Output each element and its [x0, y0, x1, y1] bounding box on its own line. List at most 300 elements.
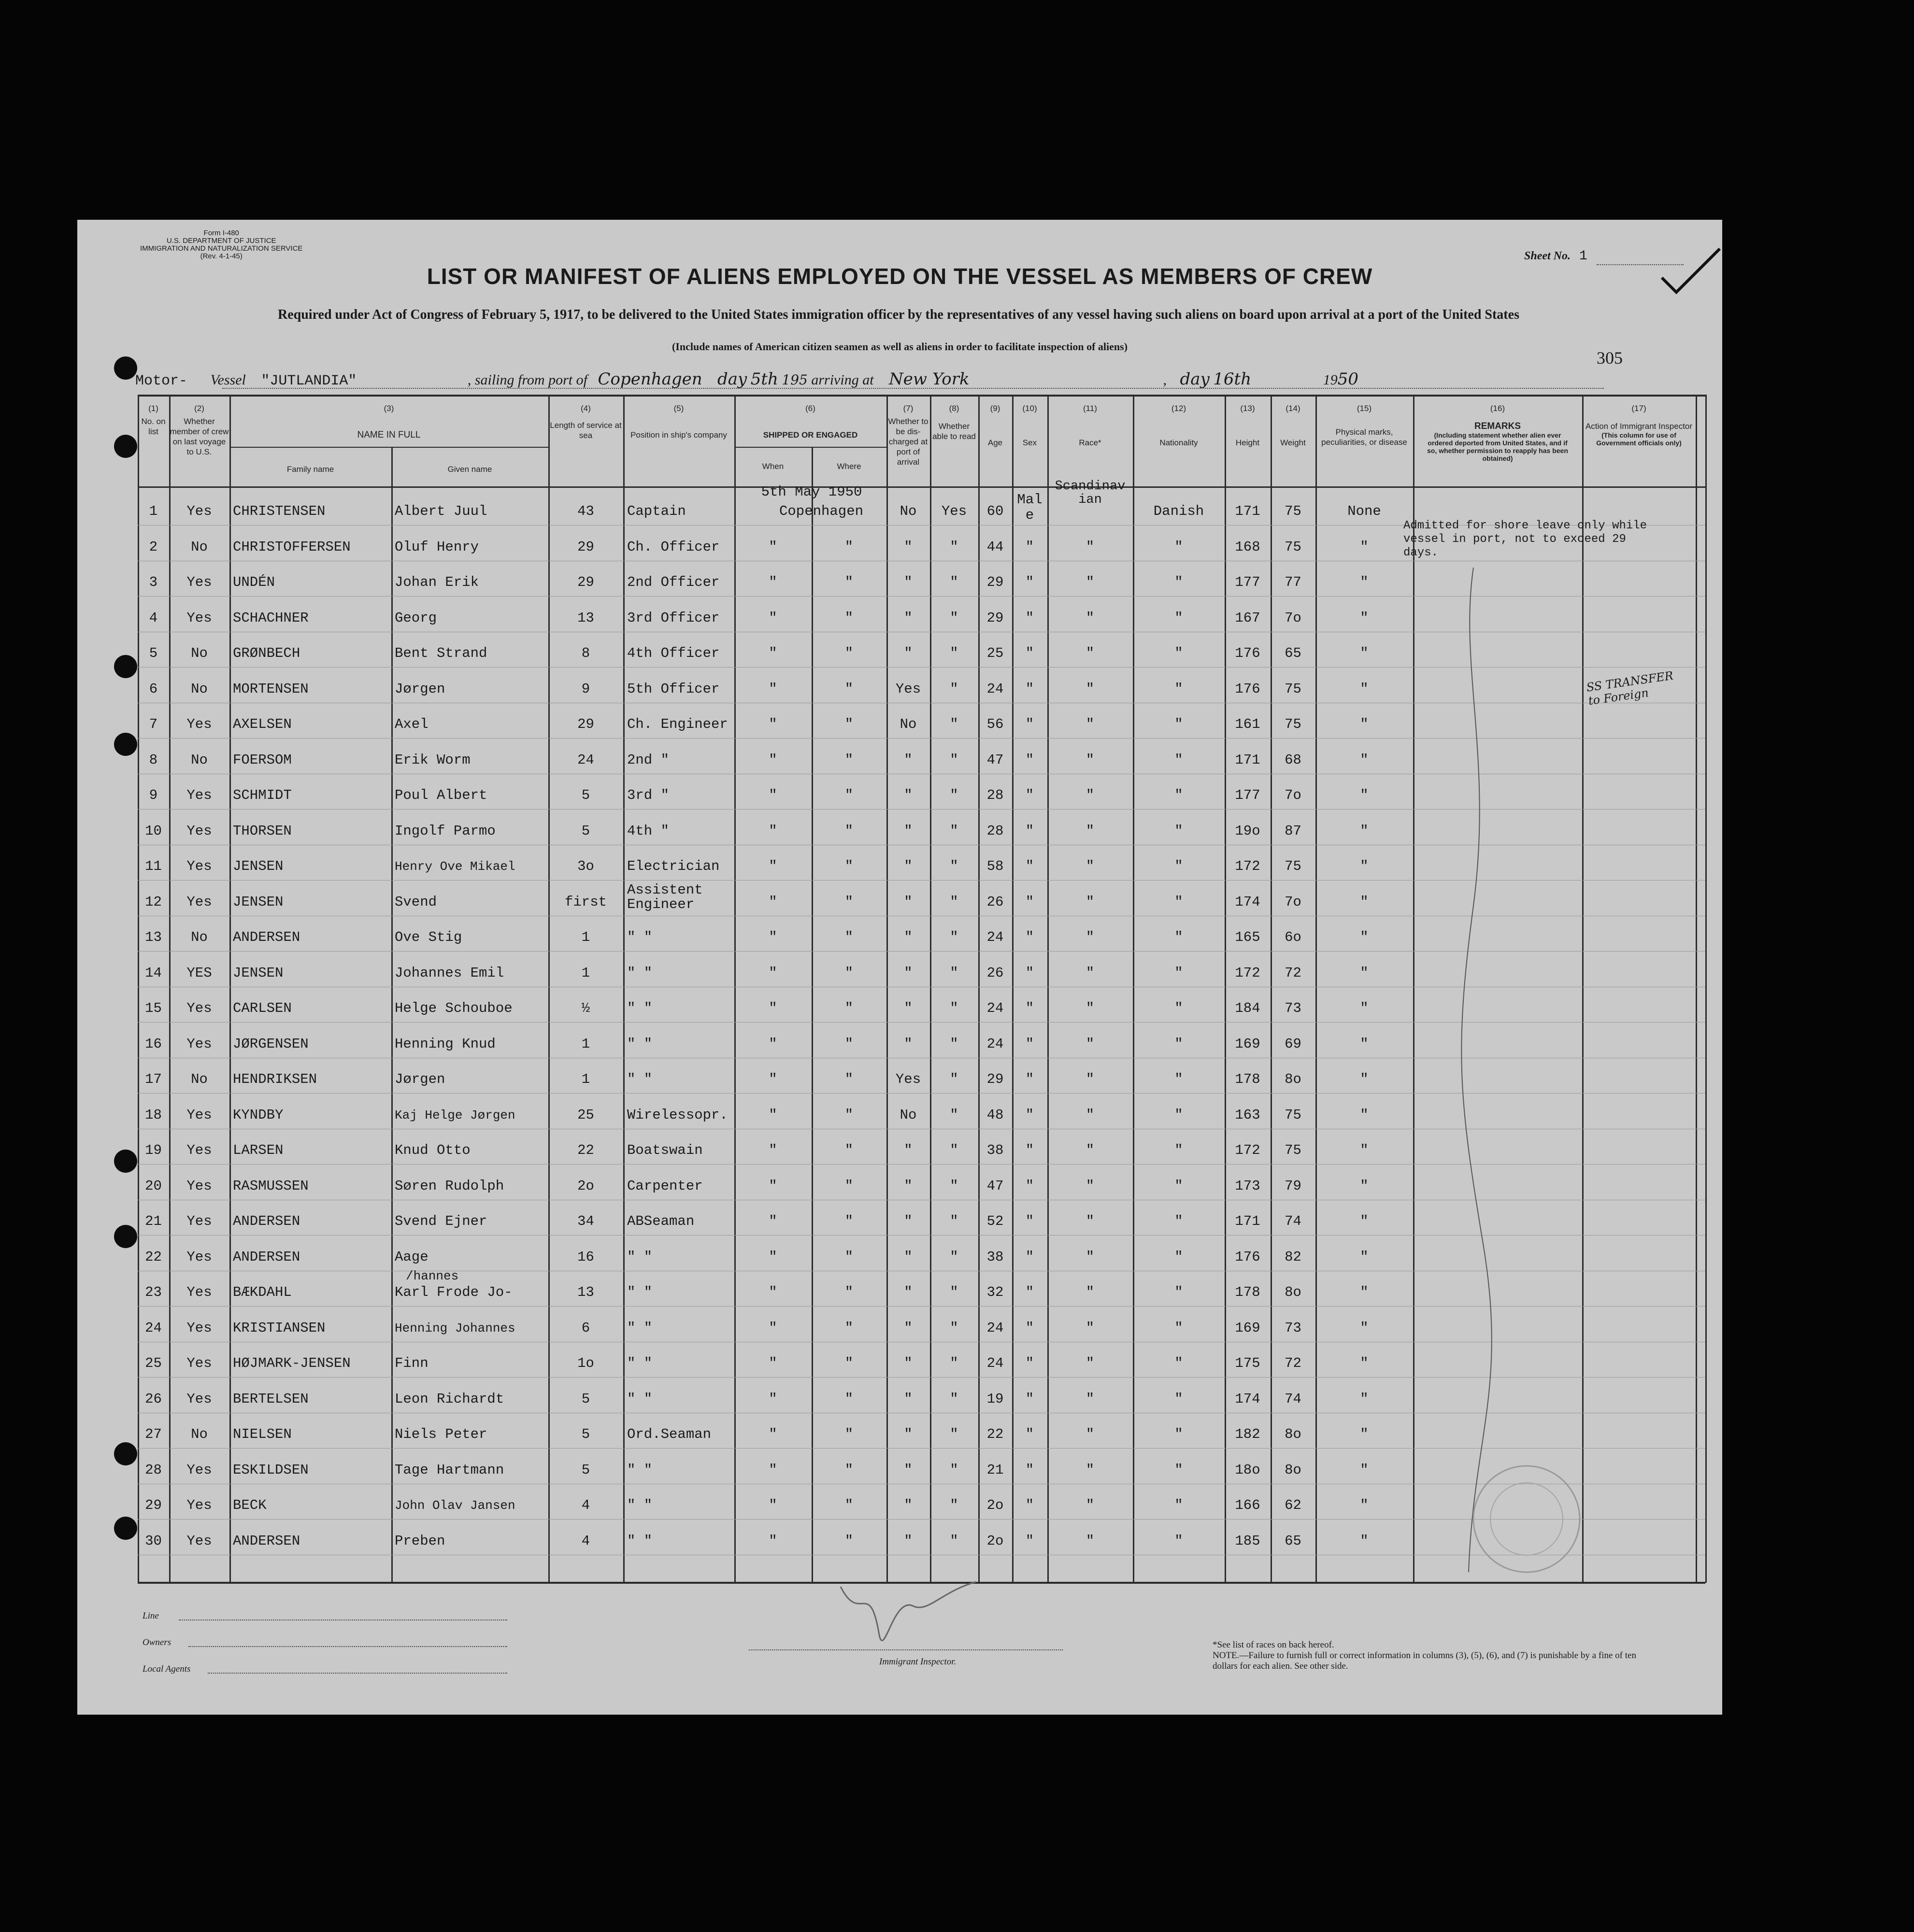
cell-where: Copenhagen: [779, 503, 864, 519]
punch-hole: [114, 1150, 137, 1173]
cell-family: CARLSEN: [233, 1000, 292, 1016]
cell-weight: 73: [1285, 1000, 1301, 1016]
cell-position: Assistent Engineer: [627, 881, 703, 912]
cell-sex: ": [1025, 752, 1034, 768]
cell-sex: ": [1025, 1391, 1034, 1407]
cell-sex: ": [1025, 1355, 1034, 1371]
cell-weight: 74: [1285, 1391, 1301, 1407]
cell-where: ": [844, 681, 854, 697]
cell-discharged: ": [904, 610, 913, 626]
cell-race: ": [1086, 610, 1095, 626]
punch-hole: [114, 1225, 137, 1248]
cell-where: ": [844, 1178, 854, 1194]
cell-weight: 72: [1285, 965, 1301, 981]
cell-family: BECK: [233, 1497, 267, 1513]
cell-family: RASMUSSEN: [233, 1178, 309, 1194]
cell-height: 19o: [1235, 823, 1260, 839]
cell-race: ": [1086, 574, 1095, 590]
sheet-number-label: Sheet No.: [1524, 250, 1571, 262]
cell-no: 3: [149, 574, 158, 590]
cell-length: 43: [577, 503, 594, 519]
cell-given: Oluf Henry: [395, 539, 479, 555]
footer-agents-label: Local Agents: [143, 1664, 191, 1674]
cell-member: No: [191, 929, 208, 945]
col13-header: (13) Height: [1235, 404, 1260, 447]
cell-physical: ": [1360, 1355, 1369, 1371]
cell-read: ": [950, 1462, 958, 1478]
cell-weight: 73: [1285, 1320, 1301, 1336]
cell-height: 169: [1235, 1320, 1260, 1336]
cell-position: Ch. Officer: [627, 539, 720, 555]
cell-physical: ": [1360, 610, 1369, 626]
cell-age: 28: [986, 823, 1004, 839]
cell-nationality: Danish: [1153, 503, 1204, 519]
form-revision: (Rev. 4-1-45): [200, 252, 243, 260]
cell-physical: ": [1360, 1320, 1369, 1336]
cell-weight: 7o: [1285, 787, 1301, 803]
cell-no: 4: [149, 610, 158, 626]
cell-member: No: [191, 681, 208, 697]
cell-height: 174: [1235, 894, 1260, 910]
cell-nationality: ": [1174, 1213, 1183, 1229]
cell-length: 22: [577, 1142, 594, 1158]
cell-discharged: Yes: [895, 681, 921, 697]
cell-discharged: ": [904, 752, 913, 768]
cell-family: LARSEN: [233, 1142, 284, 1158]
cell-discharged: ": [904, 1249, 913, 1265]
cell-height: 175: [1235, 1355, 1260, 1371]
cell-height: 172: [1235, 1142, 1260, 1158]
cell-no: 19: [145, 1142, 162, 1158]
col15-header: (15) Physical marks, peculiarities, or disease: [1321, 404, 1407, 447]
cell-length: 1: [581, 929, 590, 945]
cell-given: Johannes Emil: [395, 965, 504, 981]
cell-length: 13: [577, 1284, 594, 1300]
cell-physical: ": [1360, 1213, 1369, 1229]
cell-no: 23: [145, 1284, 162, 1300]
cell-where: ": [844, 1036, 854, 1052]
cell-position: 3rd Officer: [627, 610, 720, 626]
cell-height: 172: [1235, 858, 1260, 874]
cell-race: ": [1086, 1213, 1095, 1229]
cell-weight: 65: [1285, 1533, 1301, 1549]
cell-family: ANDERSEN: [233, 1249, 300, 1265]
cell-when: ": [769, 1533, 777, 1549]
cell-no: 15: [145, 1000, 162, 1016]
cell-physical: ": [1360, 716, 1369, 732]
cell-physical: ": [1360, 1426, 1369, 1442]
cell-when: ": [769, 1036, 777, 1052]
punch-hole: [114, 1517, 137, 1540]
cell-race: ": [1086, 787, 1095, 803]
cell-height: 169: [1235, 1036, 1260, 1052]
cell-read: ": [950, 645, 958, 661]
cell-age: 60: [986, 503, 1004, 519]
cell-nationality: ": [1174, 1355, 1183, 1371]
cell-read: ": [950, 965, 958, 981]
col17-header: (17) Action of Immigrant Inspector (This column for use of Government officials only): [1585, 404, 1693, 447]
sheet-number: [1524, 249, 1587, 264]
col3-header: (3) NAME IN FULL: [357, 404, 421, 440]
cell-length: 16: [577, 1249, 594, 1265]
cell-no: 8: [149, 752, 158, 768]
cell-where: ": [844, 1213, 854, 1229]
cell-length: 1: [581, 1036, 590, 1052]
cell-length: first: [564, 894, 607, 910]
footer-line-underline: [179, 1619, 507, 1620]
cell-member: No: [191, 1071, 208, 1087]
cell-member: Yes: [186, 894, 212, 910]
cell-physical: ": [1360, 681, 1369, 697]
cell-weight: 75: [1285, 716, 1301, 732]
cell-weight: 75: [1285, 681, 1301, 697]
cell-read: ": [950, 539, 958, 555]
cell-member: No: [191, 539, 208, 555]
cell-height: 182: [1235, 1426, 1260, 1442]
cell-when: ": [769, 645, 777, 661]
cell-position: Wirelessopr.: [627, 1107, 728, 1123]
cell-length: 29: [577, 574, 594, 590]
cell-where: ": [844, 1249, 854, 1265]
cell-physical: ": [1360, 645, 1369, 661]
cell-given: Ingolf Parmo: [395, 823, 496, 839]
cell-race: ": [1086, 1426, 1095, 1442]
cell-when: 5th May 1950: [761, 484, 862, 500]
cell-height: 176: [1235, 645, 1260, 661]
cell-length: 34: [577, 1213, 594, 1229]
cell-physical: ": [1360, 1107, 1369, 1123]
cell-where: ": [844, 894, 854, 910]
cell-family: NIELSEN: [233, 1426, 292, 1442]
cell-discharged: ": [904, 1036, 913, 1052]
cell-family: CHRISTENSEN: [233, 503, 326, 519]
cell-height: 178: [1235, 1071, 1260, 1087]
cell-read: ": [950, 610, 958, 626]
cell-read: ": [950, 1142, 958, 1158]
cell-discharged: ": [904, 1178, 913, 1194]
cell-member: Yes: [186, 1000, 212, 1016]
cell-weight: 75: [1285, 1142, 1301, 1158]
cell-given: Preben: [395, 1533, 445, 1549]
cell-physical: ": [1360, 1036, 1369, 1052]
cell-age: 25: [986, 645, 1004, 661]
cell-race: ": [1086, 1462, 1095, 1478]
cell-sex: ": [1025, 894, 1034, 910]
cell-weight: 62: [1285, 1497, 1301, 1513]
cell-family: ANDERSEN: [233, 1533, 300, 1549]
cell-weight: 82: [1285, 1249, 1301, 1265]
cell-nationality: ": [1174, 1284, 1183, 1300]
cell-race: ": [1086, 716, 1095, 732]
punch-hole: [114, 733, 137, 756]
cell-where: ": [844, 1533, 854, 1549]
cell-physical: ": [1360, 1391, 1369, 1407]
cell-discharged: ": [904, 823, 913, 839]
cell-given: Finn: [395, 1355, 429, 1371]
cell-nationality: ": [1174, 752, 1183, 768]
cell-member: Yes: [186, 1213, 212, 1229]
family-name-header: Family name: [286, 465, 334, 474]
cell-race: ": [1086, 645, 1095, 661]
cell-member: Yes: [186, 1178, 212, 1194]
cell-read: ": [950, 1391, 958, 1407]
cell-when: ": [769, 539, 777, 555]
cell-no: 26: [145, 1391, 162, 1407]
cell-physical: ": [1360, 1071, 1369, 1087]
table-top-border: [138, 395, 1705, 397]
form-service: IMMIGRATION AND NATURALIZATION SERVICE: [140, 244, 303, 253]
cell-read: ": [950, 1320, 958, 1336]
cell-race: Scandinavian: [1055, 479, 1126, 507]
cell-race: ": [1086, 1497, 1095, 1513]
cell-height: 174: [1235, 1391, 1260, 1407]
cell-given: Henning Knud: [395, 1036, 496, 1052]
cell-member: Yes: [186, 1320, 212, 1336]
cell-discharged: ": [904, 929, 913, 945]
cell-age: 38: [986, 1142, 1004, 1158]
cell-no: 21: [145, 1213, 162, 1229]
cell-family: AXELSEN: [233, 716, 292, 732]
cell-given: Helge Schouboe: [395, 1000, 513, 1016]
cell-position: " ": [627, 1533, 653, 1549]
cell-where: ": [844, 787, 854, 803]
cell-age: 24: [986, 681, 1004, 697]
cell-no: 9: [149, 787, 158, 803]
cell-nationality: ": [1174, 929, 1183, 945]
cell-weight: 87: [1285, 823, 1301, 839]
cell-position: " ": [627, 1320, 653, 1336]
cell-age: 29: [986, 574, 1004, 590]
cell-length: 4: [581, 1497, 590, 1513]
cell-no: 12: [145, 894, 162, 910]
cell-position: 2nd ": [627, 752, 670, 768]
cell-given: Albert Juul: [395, 503, 487, 519]
cell-nationality: ": [1174, 1036, 1183, 1052]
cell-physical: ": [1360, 574, 1369, 590]
cell-given: Knud Otto: [395, 1142, 471, 1158]
cell-family: SCHACHNER: [233, 610, 309, 626]
cell-sex: Male: [1017, 492, 1043, 523]
cell-nationality: ": [1174, 1142, 1183, 1158]
cell-no: 29: [145, 1497, 162, 1513]
cell-nationality: ": [1174, 610, 1183, 626]
cell-when: ": [769, 1426, 777, 1442]
cell-height: 172: [1235, 965, 1260, 981]
cell-member: No: [191, 645, 208, 661]
cell-age: 29: [986, 610, 1004, 626]
name-subheader-divider: [229, 447, 548, 448]
cell-nationality: ": [1174, 1249, 1183, 1265]
col9-header: (9) Age: [987, 404, 1003, 447]
cell-weight: 8o: [1285, 1462, 1301, 1478]
cell-when: ": [769, 1462, 777, 1478]
cell-race: ": [1086, 965, 1095, 981]
cell-where: ": [844, 858, 854, 874]
cell-age: 58: [986, 858, 1004, 874]
cell-given: Johan Erik: [395, 574, 479, 590]
cell-position: " ": [627, 1249, 653, 1265]
cell-member: Yes: [186, 787, 212, 803]
cell-weight: 65: [1285, 645, 1301, 661]
cell-member: Yes: [186, 823, 212, 839]
cell-position: 2nd Officer: [627, 574, 720, 590]
col6-header: (6) SHIPPED OR ENGAGED: [763, 404, 858, 440]
cell-family: KRISTIANSEN: [233, 1320, 326, 1336]
cell-nationality: ": [1174, 858, 1183, 874]
cell-when: ": [769, 574, 777, 590]
cell-when: ": [769, 1391, 777, 1407]
table-header-border: [138, 486, 1705, 488]
cell-where: ": [844, 1142, 854, 1158]
cell-race: ": [1086, 1533, 1095, 1549]
cell-sex: ": [1025, 645, 1034, 661]
cell-sex: ": [1025, 1284, 1034, 1300]
cell-no: 18: [145, 1107, 162, 1123]
cell-where: ": [844, 1107, 854, 1123]
cell-discharged: ": [904, 965, 913, 981]
cell-where: ": [844, 645, 854, 661]
cell-discharged: ": [904, 1320, 913, 1336]
cell-position: 5th Officer: [627, 681, 720, 697]
cell-family: SCHMIDT: [233, 787, 292, 803]
cell-race: ": [1086, 1391, 1095, 1407]
voyage-line: Motor- Vessel "JUTLANDIA" , sailing from port of Copenhagen day 5th 195 arriving at New York , day 16th 1950: [135, 369, 1359, 389]
cell-sex: ": [1025, 1249, 1034, 1265]
cell-discharged: ": [904, 1142, 913, 1158]
cell-position: " ": [627, 1462, 653, 1478]
cell-member: Yes: [186, 1355, 212, 1371]
cell-height: 168: [1235, 539, 1260, 555]
cell-age: 56: [986, 716, 1004, 732]
cell-discharged: Yes: [895, 1071, 921, 1087]
cell-discharged: ": [904, 539, 913, 555]
cell-discharged: ": [904, 1213, 913, 1229]
cell-given: Tage Hartmann: [395, 1462, 504, 1478]
cell-nationality: ": [1174, 716, 1183, 732]
cell-read: ": [950, 858, 958, 874]
cell-age: 26: [986, 965, 1004, 981]
cell-when: ": [769, 823, 777, 839]
day-from: 5th: [750, 369, 778, 389]
races-note: *See list of races on back hereof.: [1213, 1640, 1334, 1650]
cell-age: 28: [986, 787, 1004, 803]
cell-read: ": [950, 1071, 958, 1087]
cell-given: Jørgen: [395, 681, 445, 697]
cell-family: FOERSOM: [233, 752, 292, 768]
cell-length: 5: [581, 823, 590, 839]
cell-race: ": [1086, 894, 1095, 910]
cell-where: ": [844, 1462, 854, 1478]
cell-when: ": [769, 894, 777, 910]
cell-read: ": [950, 1497, 958, 1513]
cell-weight: 8o: [1285, 1071, 1301, 1087]
sailing-label: , sailing from port of: [467, 372, 587, 388]
cell-given: Poul Albert: [395, 787, 487, 803]
cell-nationality: ": [1174, 823, 1183, 839]
cell-family: UNDÉN: [233, 574, 275, 590]
cell-member: Yes: [186, 858, 212, 874]
cell-given: Karl Frode Jo-: [395, 1284, 513, 1300]
col16-header: (16) REMARKS (Including statement whether alien ever ordered deported from United States, and if so, whether permission to reapply has been obtained): [1427, 404, 1568, 462]
cell-physical: ": [1360, 1497, 1369, 1513]
cell-position: " ": [627, 1497, 653, 1513]
cell-length: 5: [581, 1426, 590, 1442]
cell-length: 3o: [577, 858, 594, 874]
cell-when: ": [769, 965, 777, 981]
footer-owners-label: Owners: [143, 1637, 171, 1648]
cell-length: 1: [581, 1071, 590, 1087]
cell-given: Henning Johannes: [395, 1321, 515, 1335]
cell-discharged: ": [904, 1497, 913, 1513]
cell-member: Yes: [186, 1497, 212, 1513]
cell-physical: ": [1360, 1142, 1369, 1158]
arriving-label: arriving at: [811, 372, 874, 388]
day-to: 16th: [1213, 369, 1252, 389]
cell-position: " ": [627, 1284, 653, 1300]
cell-race: ": [1086, 929, 1095, 945]
cell-discharged: ": [904, 645, 913, 661]
cell-weight: 77: [1285, 574, 1301, 590]
cell-position: Ch. Engineer: [627, 716, 728, 732]
cell-where: ": [844, 1426, 854, 1442]
cell-nationality: ": [1174, 1071, 1183, 1087]
cell-where: ": [844, 610, 854, 626]
cell-sex: ": [1025, 1036, 1034, 1052]
cell-weight: 8o: [1285, 1426, 1301, 1442]
cell-no: 7: [149, 716, 158, 732]
cell-length: 29: [577, 539, 594, 555]
cell-length: 4: [581, 1533, 590, 1549]
cell-length: 25: [577, 1107, 594, 1123]
cell-weight: 75: [1285, 503, 1301, 519]
cell-age: 47: [986, 752, 1004, 768]
cell-age: 29: [986, 1071, 1004, 1087]
cell-read: ": [950, 574, 958, 590]
cell-sex: ": [1025, 1497, 1034, 1513]
cell-age: 38: [986, 1249, 1004, 1265]
cell-position: " ": [627, 965, 653, 981]
cell-physical: ": [1360, 823, 1369, 839]
cell-read: ": [950, 894, 958, 910]
cell-discharged: ": [904, 574, 913, 590]
cell-length: 5: [581, 1391, 590, 1407]
cell-sex: ": [1025, 965, 1034, 981]
cell-height: 161: [1235, 716, 1260, 732]
cell-nationality: ": [1174, 1533, 1183, 1549]
cell-no: 22: [145, 1249, 162, 1265]
cell-age: 22: [986, 1426, 1004, 1442]
cell-sex: ": [1025, 1462, 1034, 1478]
cell-age: 19: [986, 1391, 1004, 1407]
cell-age: 52: [986, 1213, 1004, 1229]
cell-position: " ": [627, 1355, 653, 1371]
cell-where: ": [844, 574, 854, 590]
cell-length: 9: [581, 681, 590, 697]
cell-given: Søren Rudolph: [395, 1178, 504, 1194]
cell-race: ": [1086, 1107, 1095, 1123]
cell-weight: 6o: [1285, 929, 1301, 945]
cell-read: ": [950, 1355, 958, 1371]
cell-given: Jørgen: [395, 1071, 445, 1087]
cell-position: 3rd ": [627, 787, 670, 803]
cell-discharged: ": [904, 1533, 913, 1549]
form-number: Form I-480: [203, 229, 239, 237]
cell-race: ": [1086, 823, 1095, 839]
cell-age: 21: [986, 1462, 1004, 1478]
cell-age: 24: [986, 1036, 1004, 1052]
cell-race: ": [1086, 1249, 1095, 1265]
cell-where: ": [844, 539, 854, 555]
